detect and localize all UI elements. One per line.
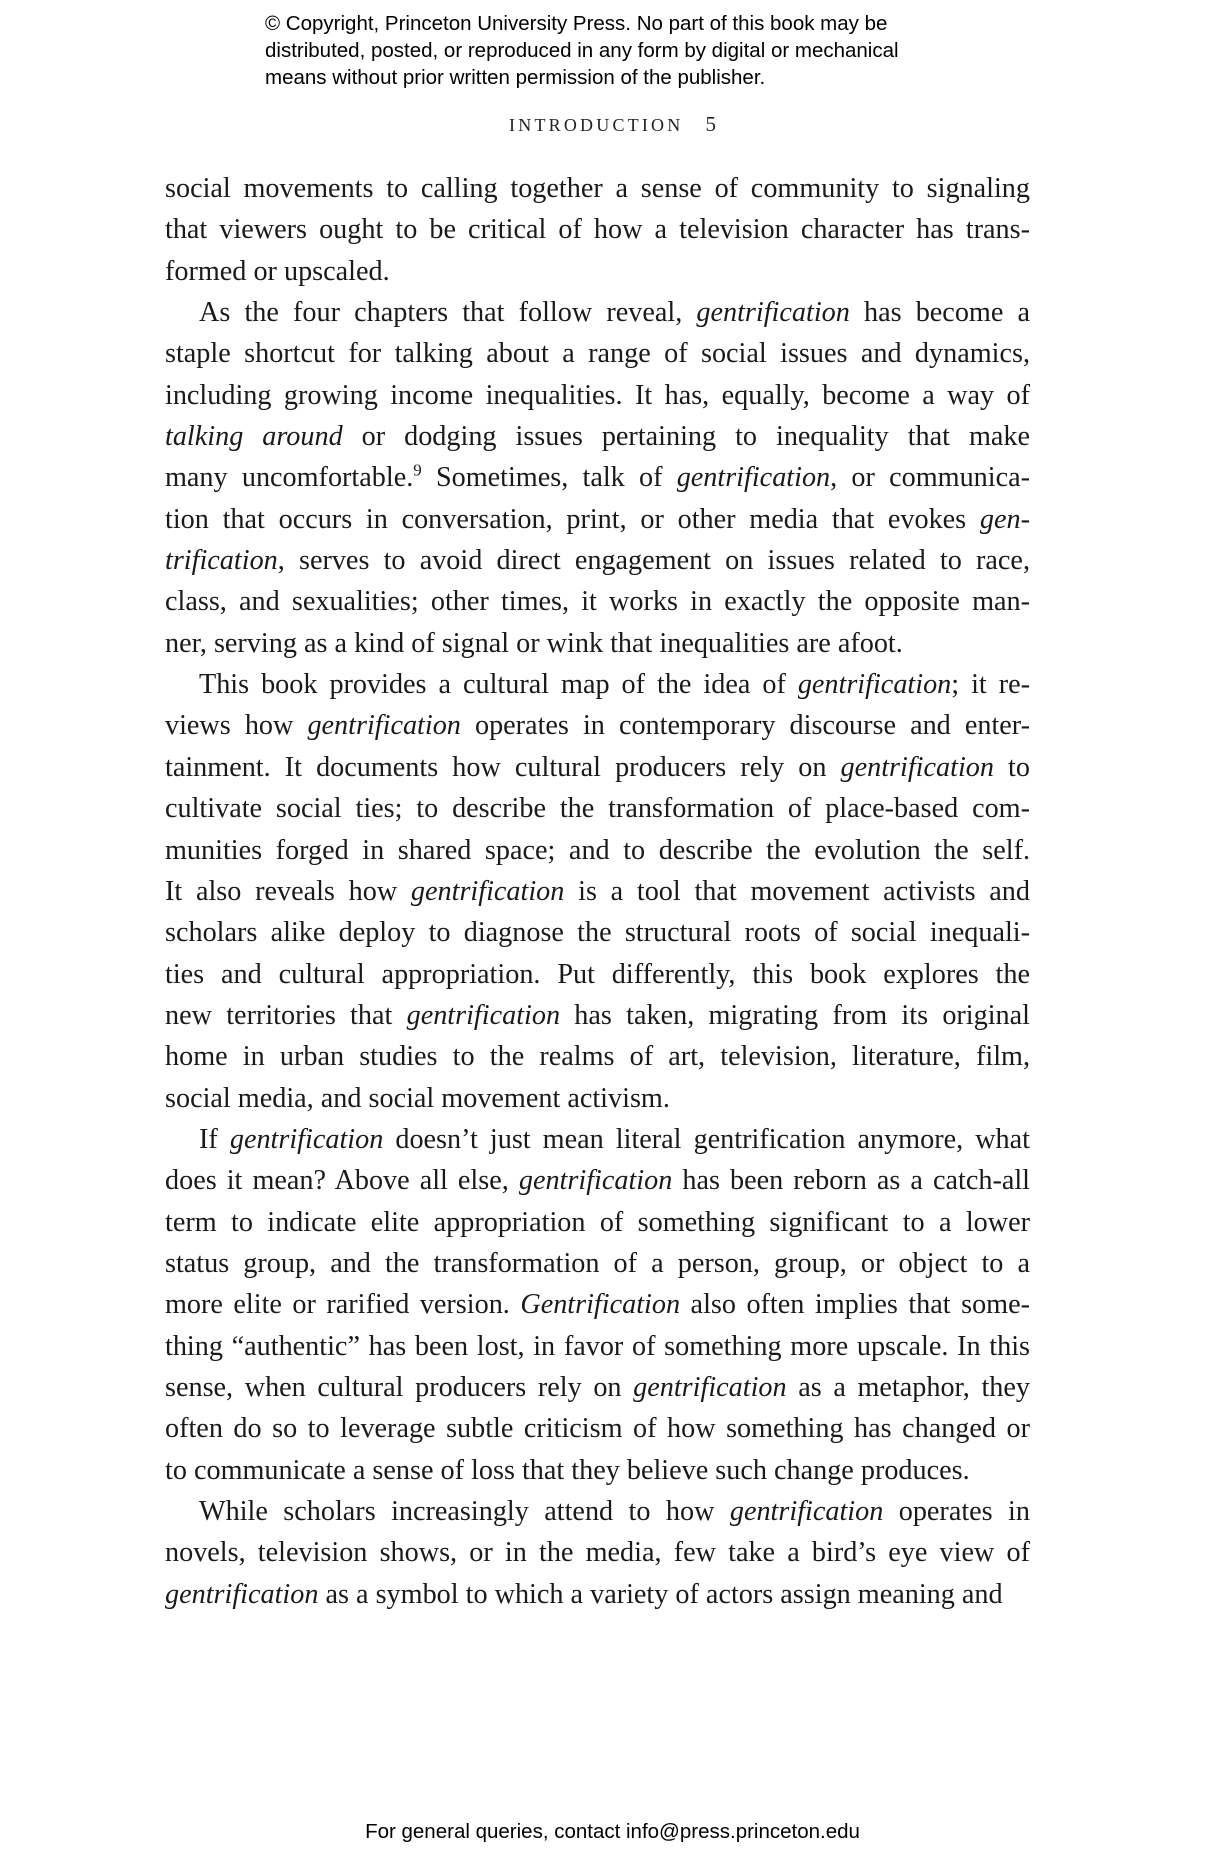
- text-line: [165, 954, 1030, 995]
- text-line: [165, 1491, 1030, 1532]
- text-run: operates in: [883, 1496, 1030, 1527]
- text-run: doesn’t just mean literal gentrification anymore, what: [383, 1123, 1030, 1155]
- chapter-title: INTRODUCTION: [509, 115, 684, 135]
- text-run: While scholars increasingly attend to how: [199, 1496, 730, 1527]
- text-run: class, and sexualities; other times, it works in exactly the opposite man-: [165, 586, 1030, 618]
- text-run: tion that occurs in conversation, print, or other media that evokes: [165, 503, 980, 535]
- running-head: [0, 112, 1225, 137]
- copyright-line: © Copyright, Princeton University Press. No part of this book may be: [265, 12, 888, 35]
- footer-contact: For general queries, contact info@press.princeton.edu: [365, 1820, 860, 1843]
- text-run: views how: [165, 710, 308, 742]
- text-line: [165, 540, 1030, 581]
- italic-text: gentrification: [410, 875, 565, 907]
- copyright-notice: [265, 10, 1025, 91]
- text-line: [165, 499, 1030, 540]
- text-run: munities forged in shared space; and to describe the evolution the self.: [165, 834, 1030, 866]
- text-run: often do so to leverage subtle criticism of how something has changed or: [165, 1413, 1030, 1445]
- text-line: [165, 664, 1030, 705]
- text-run: to: [993, 751, 1030, 783]
- text-run: ties and cultural appropriation. Put differently, this book explores the: [165, 958, 1030, 990]
- text-line: [165, 1574, 1030, 1615]
- text-run: has become a: [849, 297, 1031, 329]
- text-run: does it mean? Above all else,: [165, 1165, 519, 1197]
- text-run: including growing income inequalities. It has, equally, become a way of: [165, 379, 1030, 411]
- text-run: staple shortcut for talking about a range of social issues and dynamics,: [165, 338, 1030, 370]
- footnote-marker: 9: [413, 461, 422, 481]
- text-line: [165, 1532, 1030, 1573]
- text-run: As the four chapters that follow reveal,: [199, 297, 697, 329]
- text-run: novels, television shows, or in the media, few take a bird’s eye view of: [165, 1537, 1030, 1569]
- text-run: This book provides a cultural map of the idea of: [199, 669, 798, 701]
- text-run: has been reborn as a catch-all: [672, 1165, 1030, 1197]
- text-line: [165, 457, 1030, 498]
- italic-text: trification: [165, 545, 278, 577]
- text-line: [165, 1450, 1030, 1491]
- italic-text: Gentrification: [520, 1289, 681, 1321]
- text-line: [165, 830, 1030, 871]
- text-run: to communicate a sense of loss that they believe such change produces.: [165, 1454, 970, 1486]
- italic-text: gentrification: [165, 1578, 319, 1610]
- text-line: [165, 871, 1030, 912]
- text-run: , serves to avoid direct engagement on issues related to race,: [277, 545, 1030, 577]
- copyright-line: distributed, posted, or reproduced in any form by digital or mechanical: [265, 39, 899, 62]
- text-line: [165, 251, 1030, 292]
- text-line: [165, 416, 1030, 457]
- italic-text: gen-: [979, 503, 1030, 535]
- text-line: [165, 168, 1030, 209]
- page-number: 5: [705, 112, 716, 136]
- text-run: ; it re-: [951, 669, 1030, 701]
- text-run: Sometimes, talk of: [421, 462, 677, 494]
- text-line: [165, 1202, 1030, 1243]
- text-line: [165, 1367, 1030, 1408]
- text-run: formed or upscaled.: [165, 255, 390, 287]
- text-run: social media, and social movement activism.: [165, 1082, 670, 1114]
- text-line: [165, 1078, 1030, 1119]
- text-line: [165, 1036, 1030, 1077]
- text-line: [165, 1326, 1030, 1367]
- text-line: [165, 292, 1030, 333]
- copyright-line: means without prior written permission of the publisher.: [265, 66, 766, 89]
- italic-text: gentrification: [840, 751, 994, 783]
- italic-text: gentrification: [797, 669, 952, 701]
- text-run: tainment. It documents how cultural producers rely on: [165, 751, 841, 783]
- text-line: [165, 1119, 1030, 1160]
- text-run: as a symbol to which a variety of actors assign meaning and: [318, 1578, 1003, 1610]
- text-run: status group, and the transformation of a person, group, or object to a: [165, 1247, 1030, 1279]
- italic-text: gentrification: [307, 710, 461, 742]
- italic-text: gentrification: [406, 999, 561, 1031]
- text-run: more elite or rarified version.: [165, 1289, 521, 1321]
- italic-text: gentrification: [696, 297, 850, 329]
- text-run: has taken, migrating from its original: [560, 999, 1030, 1031]
- text-run: , or communica-: [830, 462, 1030, 494]
- text-run: new territories that: [165, 999, 407, 1031]
- text-run: scholars alike deploy to diagnose the structural roots of social inequali-: [165, 917, 1030, 949]
- text-run: thing “authentic” has been lost, in favor of something more upscale. In this: [165, 1330, 1030, 1362]
- text-line: [165, 705, 1030, 746]
- text-run: social movements to calling together a sense of community to signaling: [165, 173, 1030, 204]
- italic-text: gentrification: [729, 1496, 884, 1527]
- text-line: [165, 1284, 1030, 1325]
- text-line: [165, 581, 1030, 622]
- text-line: [165, 1243, 1030, 1284]
- text-line: [165, 1408, 1030, 1449]
- text-run: home in urban studies to the realms of art, television, literature, film,: [165, 1041, 1030, 1073]
- text-run: term to indicate elite appropriation of something significant to a lower: [165, 1206, 1030, 1238]
- italic-text: talking around: [165, 421, 343, 453]
- text-line: [165, 995, 1030, 1036]
- text-line: [165, 912, 1030, 953]
- text-run: cultivate social ties; to describe the transformation of place-based com-: [165, 793, 1030, 825]
- text-run: as a metaphor, they: [786, 1371, 1030, 1403]
- text-run: If: [199, 1123, 230, 1155]
- italic-text: gentrification: [676, 462, 831, 494]
- text-line: [165, 1160, 1030, 1201]
- text-line: [165, 747, 1030, 788]
- text-line: [165, 788, 1030, 829]
- text-line: [165, 209, 1030, 250]
- text-run: It also reveals how: [165, 875, 411, 907]
- text-run: operates in contemporary discourse and enter-: [460, 710, 1030, 742]
- text-line: [165, 623, 1030, 664]
- italic-text: gentrification: [518, 1165, 673, 1197]
- text-run: many uncomfortable.: [165, 462, 414, 494]
- text-line: [165, 375, 1030, 416]
- text-run: sense, when cultural producers rely on: [165, 1371, 634, 1403]
- text-run: or dodging issues pertaining to inequality that make: [342, 421, 1030, 453]
- text-run: also often implies that some-: [680, 1289, 1030, 1321]
- text-run: ner, serving as a kind of signal or wink that inequalities are afoot.: [165, 627, 903, 659]
- italic-text: gentrification: [633, 1371, 787, 1403]
- text-line: [165, 333, 1030, 374]
- text-run: that viewers ought to be critical of how a television character has trans-: [165, 214, 1030, 246]
- body-text: [165, 168, 1030, 1615]
- text-run: is a tool that movement activists and: [564, 875, 1030, 907]
- italic-text: gentrification: [229, 1123, 384, 1155]
